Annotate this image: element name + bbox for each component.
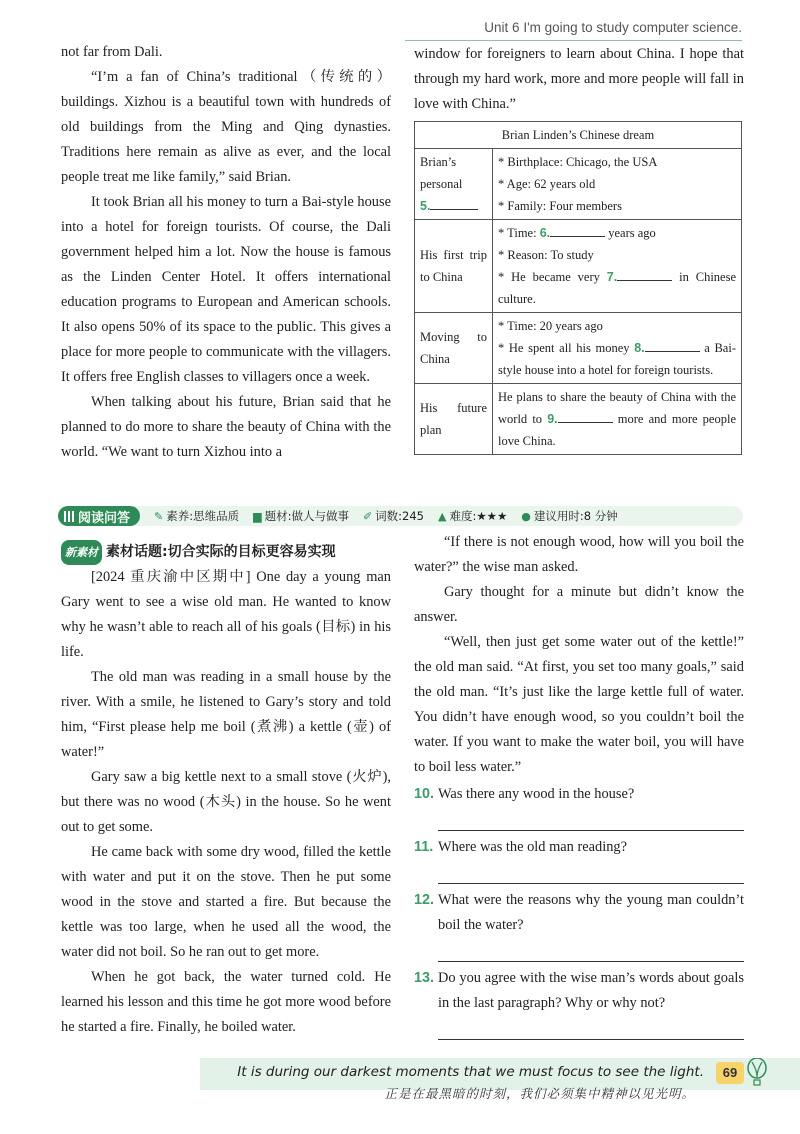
- passage-right-bottom: [414, 530, 744, 1044]
- time-meta: ● 建议用时:8 分钟: [521, 509, 618, 523]
- paragraph: “If there is not enough wood, how will you boil the water?” the wise man asked.: [414, 534, 744, 575]
- paragraph: When talking about his future, Brian said that he planned to do more to share the beauty of China with the world. “We want to turn Xizhou into a: [61, 394, 391, 460]
- answer-blank[interactable]: [617, 267, 672, 281]
- question-10: 10. Was there any wood in the house?: [414, 786, 635, 802]
- header-divider: [405, 40, 742, 41]
- answer-blank[interactable]: [550, 223, 605, 237]
- words-meta: ✐ 词数:245: [362, 509, 424, 523]
- answer-blank[interactable]: [430, 196, 478, 210]
- paragraph: window for foreigners to learn about China. I hope that through my hard work, more and more people will fall in love with China.”: [414, 46, 744, 112]
- paragraph: Gary thought for a minute but didn’t know the answer.: [414, 584, 744, 625]
- row-label: His first trip to China: [415, 220, 493, 313]
- paragraph: not far from Dali.: [61, 44, 163, 60]
- passage-right-top: [414, 42, 744, 117]
- answer-line[interactable]: [438, 938, 744, 962]
- row-items: * Birthplace: Chicago, the USA * Age: 62 years old * Family: Four members: [493, 149, 742, 220]
- row-label: His future plan: [415, 384, 493, 455]
- bars-icon: [64, 511, 74, 522]
- table-row: [415, 384, 742, 455]
- new-badge: 新素材: [61, 540, 102, 565]
- table-title: Brian Linden’s Chinese dream: [415, 122, 742, 149]
- question-12: 12. What were the reasons why the young man couldn’t boil the water?: [414, 892, 744, 933]
- literacy-meta: ✎ 素养:思维品质: [154, 509, 240, 523]
- mountain-icon: ▲: [438, 509, 447, 523]
- answer-line[interactable]: [438, 807, 744, 831]
- paragraph: He came back with some dry wood, filled the kettle with water and put it on the stove. Then he put some wood in the stove and started a fire. But because the kettle was too large, when he used all the wood, the water did not boil. So he ran out to get more.: [61, 844, 391, 960]
- paragraph: It took Brian all his money to turn a Bai-style house into a hotel for foreign tourists. Of course, the Dali government helped him a lot. Now the house is famous as the Linden Center Hotel. It offers international education programs to European and American schools. It also opens 50% of its space to the public. This gives a place for more people to communicate with the villagers. It offers free English classes to villagers once a week.: [61, 194, 391, 385]
- row-label: Moving to China: [415, 313, 493, 384]
- motto-english: It is during our darkest moments that we must focus to see the light.: [237, 1064, 704, 1080]
- reading-info-bar: [58, 506, 743, 526]
- paragraph: [2024 重庆渝中区期中] One day a young man Gary went to see a wise old man. He wanted to know why he wasn’t able to reach all of his goals (目标) in his life.: [61, 569, 391, 660]
- paragraph: The old man was reading in a small house by the river. With a smile, he listened to Gary’s story and told him, “First please help me boil (煮沸) a kettle (壶) of water!”: [61, 669, 391, 760]
- passage-left-bottom: [61, 540, 391, 1040]
- answer-line[interactable]: [438, 860, 744, 884]
- table-row: [415, 313, 742, 384]
- answer-line[interactable]: [438, 1016, 744, 1040]
- clock-icon: ●: [521, 509, 531, 523]
- question-13: 13. Do you agree with the wise man’s words about goals in the last paragraph? Why or why not?: [414, 970, 744, 1011]
- pen-icon: ✐: [362, 509, 373, 523]
- topic-heading: 新素材 素材话题:切合实际的目标更容易实现: [61, 540, 391, 565]
- answer-blank[interactable]: [645, 338, 700, 352]
- difficulty-meta: ▲ 难度:★★★: [438, 509, 508, 523]
- dream-table: [414, 121, 742, 455]
- paragraph: “Well, then just get some water out of the kettle!” the old man said. “At first, you set too many goals,” said the old man. “It’s just like the large kettle full of water. You didn’t have enough wood, so you couldn’t boil the water. If you want to make the water boil, you will have to boil less water.”: [414, 634, 744, 775]
- hot-air-balloon-icon: [746, 1058, 768, 1086]
- leaf-icon: ✎: [154, 509, 164, 523]
- paragraph: Gary saw a big kettle next to a small stove (火炉), but there was no wood (木头) in the house. So he went out to get some.: [61, 769, 391, 835]
- row-items: * Time: 6. years ago * Reason: To study * He became very 7. in Chinese culture.: [493, 220, 742, 313]
- page-number: 69: [716, 1062, 744, 1084]
- row-items: He plans to share the beauty of China with the world to 9. more and more people love China.: [493, 384, 742, 455]
- table-row: [415, 149, 742, 220]
- book-icon: ▆: [253, 509, 262, 523]
- paragraph: When he got back, the water turned cold. He learned his lesson and this time he got more wood before he started a fire. Finally, he boiled water.: [61, 969, 391, 1035]
- row-label: Brian’s personal 5.: [415, 149, 493, 220]
- answer-blank[interactable]: [558, 409, 613, 423]
- row-items: * Time: 20 years ago * He spent all his money 8. a Bai-style house into a hotel for foreign tourists.: [493, 313, 742, 384]
- reading-tag: 阅读问答: [58, 506, 140, 526]
- unit-header: Unit 6 I'm going to study computer science.: [484, 20, 742, 35]
- material-meta: ▆ 题材:做人与做事: [253, 509, 349, 523]
- question-11: 11. Where was the old man reading?: [414, 839, 627, 855]
- paragraph: “I’m a fan of China’s traditional（传统的）buildings. Xizhou is a beautiful town with hundreds of old buildings from the Ming and Qing dynasties. Traditions here remain as alive as ever, and the local people treat me like family,” said Brian.: [61, 69, 391, 185]
- table-row: [415, 220, 742, 313]
- motto-chinese: 正是在最黑暗的时刻，我们必须集中精神以见光明。: [384, 1086, 695, 1101]
- passage-left-top: [61, 40, 391, 465]
